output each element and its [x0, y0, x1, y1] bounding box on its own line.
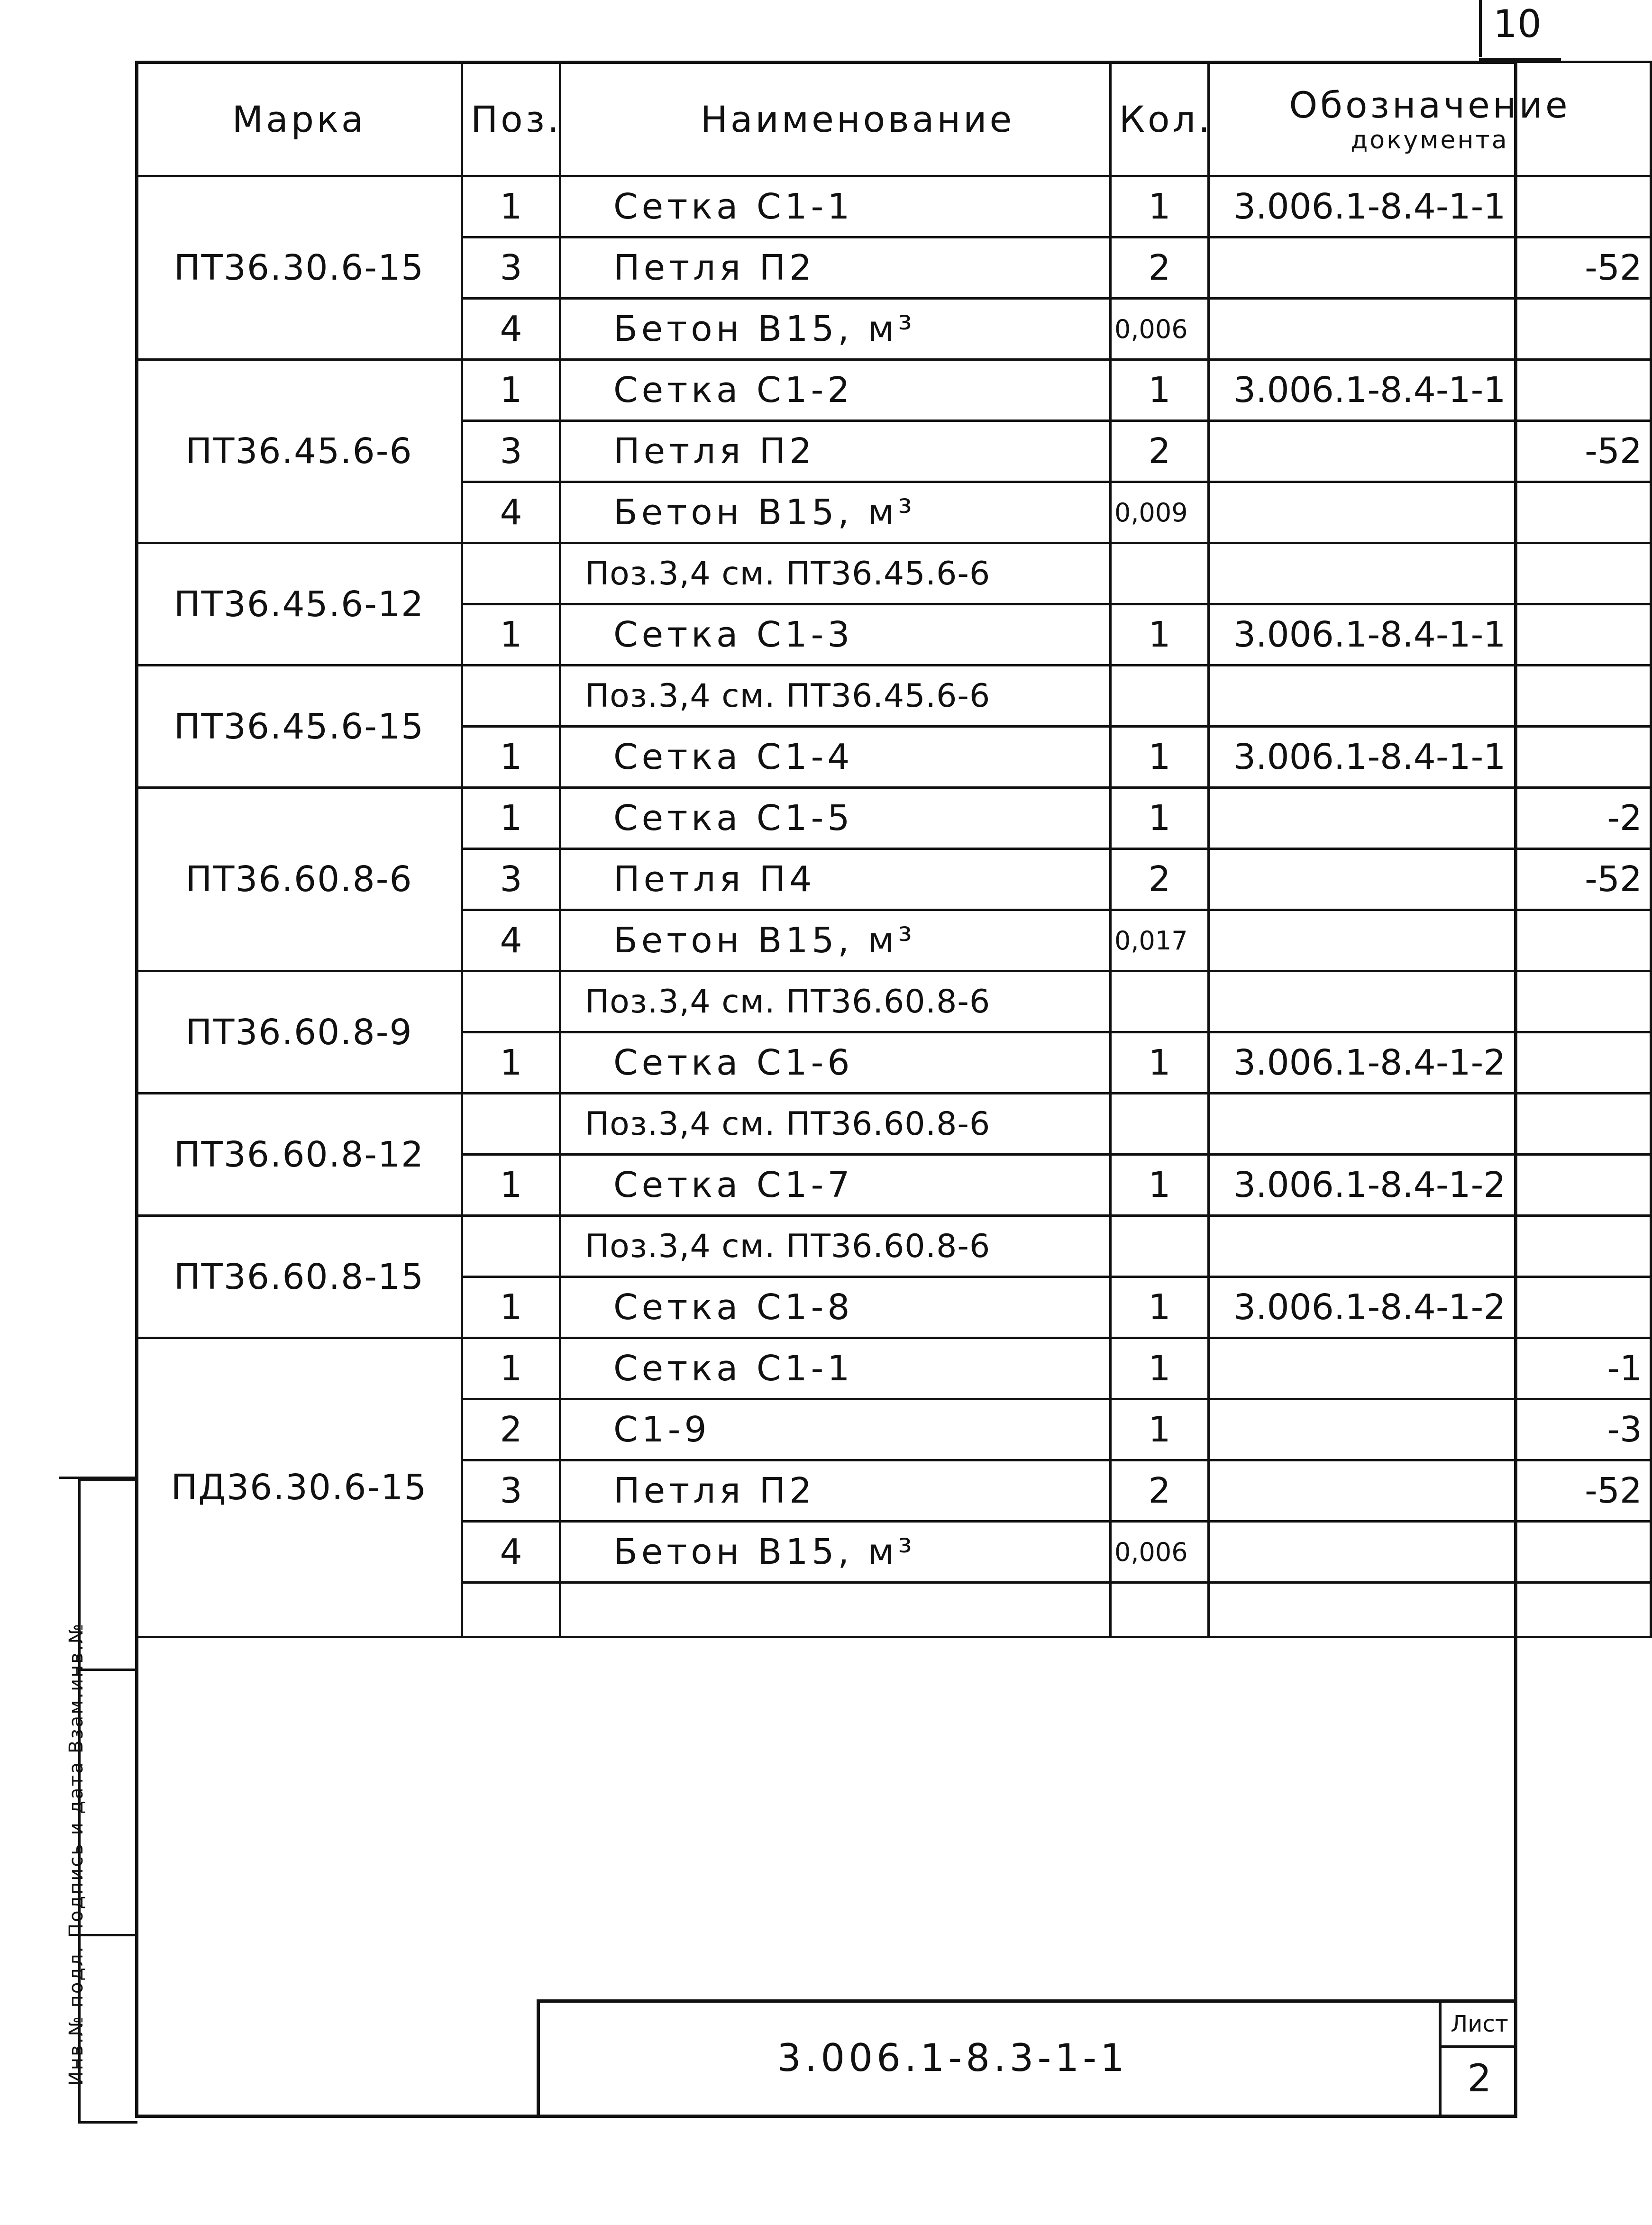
header-pos: Поз. — [462, 62, 560, 176]
table-row — [137, 176, 1651, 237]
cell-mark: ПТ36.60.8-12 — [137, 1094, 462, 1216]
cell-qty: 1 — [1111, 788, 1209, 849]
cell-pos — [462, 666, 560, 727]
cell-pos: 2 — [462, 1399, 560, 1460]
document-code: 3.006.1-8.3-1-1 — [777, 2036, 1128, 2080]
cell-qty — [1111, 1583, 1209, 1637]
cell-pos — [462, 971, 560, 1032]
cell-qty: 1 — [1111, 1032, 1209, 1094]
cell-pos: 1 — [462, 1032, 560, 1094]
cell-qty — [1111, 543, 1209, 604]
cell-pos: 3 — [462, 237, 560, 299]
cell-mark: ПТ36.45.6-12 — [137, 543, 462, 666]
cell-qty: 1 — [1111, 1338, 1209, 1399]
cell-name: Поз.3,4 см. ПТ36.60.8-6 — [560, 971, 1111, 1032]
cell-qty: 0,009 — [1111, 482, 1209, 543]
cell-name: Сетка С1-7 — [560, 1155, 1111, 1216]
cell-qty: 0,017 — [1111, 910, 1209, 971]
cell-doc: 3.006.1-8.4-1-1 — [1209, 360, 1651, 421]
cell-qty: 1 — [1111, 604, 1209, 666]
cell-doc: -2 — [1209, 788, 1651, 849]
cell-doc: -52 — [1209, 849, 1651, 910]
cell-pos: 4 — [462, 910, 560, 971]
cell-qty — [1111, 1094, 1209, 1155]
cell-name: Поз.3,4 см. ПТ36.45.6-6 — [560, 543, 1111, 604]
cell-name: Сетка С1-5 — [560, 788, 1111, 849]
cell-doc — [1209, 1583, 1651, 1637]
cell-doc — [1209, 1216, 1651, 1277]
table-row — [137, 971, 1651, 1032]
header-doc-title: Обозначение — [1289, 83, 1570, 126]
cell-pos: 1 — [462, 727, 560, 788]
specification-body — [137, 176, 1651, 1637]
cell-qty: 2 — [1111, 421, 1209, 482]
cell-qty: 1 — [1111, 360, 1209, 421]
cell-qty — [1111, 666, 1209, 727]
cell-doc — [1209, 1094, 1651, 1155]
header-name: Наименование — [560, 62, 1111, 176]
cell-doc — [1209, 910, 1651, 971]
cell-doc: 3.006.1-8.4-1-2 — [1209, 1155, 1651, 1216]
cell-doc — [1209, 543, 1651, 604]
cell-qty: 2 — [1111, 1460, 1209, 1522]
header-mark: Марка — [137, 62, 462, 176]
cell-doc: 3.006.1-8.4-1-1 — [1209, 176, 1651, 237]
cell-name: Поз.3,4 см. ПТ36.60.8-6 — [560, 1216, 1111, 1277]
cell-pos: 1 — [462, 1338, 560, 1399]
cell-qty: 1 — [1111, 176, 1209, 237]
title-block — [537, 1999, 1517, 2118]
cell-doc: -1 — [1209, 1338, 1651, 1399]
cell-name: Сетка С1-6 — [560, 1032, 1111, 1094]
cell-pos — [462, 1216, 560, 1277]
cell-pos: 1 — [462, 604, 560, 666]
cell-pos: 4 — [462, 1522, 560, 1583]
cell-name: Сетка С1-1 — [560, 1338, 1111, 1399]
cell-name: Сетка С1-3 — [560, 604, 1111, 666]
cell-doc: 3.006.1-8.4-1-1 — [1209, 604, 1651, 666]
table-row — [137, 788, 1651, 849]
cell-qty: 0,006 — [1111, 1522, 1209, 1583]
cell-name: Петля П2 — [560, 237, 1111, 299]
cell-name — [560, 1583, 1111, 1637]
cell-doc — [1209, 666, 1651, 727]
cell-doc: 3.006.1-8.4-1-1 — [1209, 727, 1651, 788]
cell-pos: 3 — [462, 1460, 560, 1522]
cell-doc: 3.006.1-8.4-1-2 — [1209, 1277, 1651, 1338]
cell-qty: 1 — [1111, 1155, 1209, 1216]
cell-pos — [462, 1094, 560, 1155]
header-doc-subtitle: документа — [1351, 126, 1509, 155]
cell-name: Петля П2 — [560, 421, 1111, 482]
cell-pos: 1 — [462, 1155, 560, 1216]
cell-name: Сетка С1-1 — [560, 176, 1111, 237]
cell-pos: 1 — [462, 788, 560, 849]
cell-name: Петля П2 — [560, 1460, 1111, 1522]
cell-qty: 2 — [1111, 849, 1209, 910]
cell-mark: ПТ36.30.6-15 — [137, 176, 462, 360]
cell-doc — [1209, 482, 1651, 543]
cell-pos: 4 — [462, 299, 560, 360]
table-row — [137, 666, 1651, 727]
side-stamp-label: Инв.№ подл. Подпись и дата Взам.инв.№ — [65, 1622, 87, 2086]
cell-qty: 2 — [1111, 237, 1209, 299]
cell-mark: ПТ36.45.6-6 — [137, 360, 462, 543]
cell-name: С1-9 — [560, 1399, 1111, 1460]
cell-name: Бетон В15, м³ — [560, 299, 1111, 360]
cell-mark: ПТ36.45.6-15 — [137, 666, 462, 788]
cell-qty — [1111, 971, 1209, 1032]
sheet-number-rule — [1479, 0, 1482, 57]
cell-name: Поз.3,4 см. ПТ36.60.8-6 — [560, 1094, 1111, 1155]
cell-name: Петля П4 — [560, 849, 1111, 910]
cell-doc: -52 — [1209, 237, 1651, 299]
cell-qty: 1 — [1111, 727, 1209, 788]
sheet-number: 10 — [1493, 2, 1542, 46]
cell-pos: 1 — [462, 1277, 560, 1338]
cell-qty: 0,006 — [1111, 299, 1209, 360]
cell-pos — [462, 543, 560, 604]
cell-doc: 3.006.1-8.4-1-2 — [1209, 1032, 1651, 1094]
cell-pos: 1 — [462, 360, 560, 421]
cell-doc: -52 — [1209, 1460, 1651, 1522]
cell-mark: ПТ36.60.8-9 — [137, 971, 462, 1094]
table-row — [137, 543, 1651, 604]
cell-pos: 3 — [462, 421, 560, 482]
cell-doc: -52 — [1209, 421, 1651, 482]
cell-qty: 1 — [1111, 1399, 1209, 1460]
cell-name: Сетка С1-2 — [560, 360, 1111, 421]
table-header-row — [137, 62, 1651, 176]
cell-name: Бетон В15, м³ — [560, 482, 1111, 543]
cell-name: Бетон В15, м³ — [560, 1522, 1111, 1583]
sheet-box — [1439, 2003, 1517, 2118]
table-row — [137, 1216, 1651, 1277]
cell-pos: 3 — [462, 849, 560, 910]
cell-name: Сетка С1-8 — [560, 1277, 1111, 1338]
cell-doc: -3 — [1209, 1399, 1651, 1460]
header-qty: Кол. — [1111, 62, 1209, 176]
cell-name: Бетон В15, м³ — [560, 910, 1111, 971]
table-row — [137, 1338, 1651, 1399]
cell-doc — [1209, 1522, 1651, 1583]
cell-pos: 1 — [462, 176, 560, 237]
cell-pos — [462, 1583, 560, 1637]
sheet-label: Лист — [1442, 2003, 1517, 2048]
table-row — [137, 1094, 1651, 1155]
cell-name: Сетка С1-4 — [560, 727, 1111, 788]
cell-qty — [1111, 1216, 1209, 1277]
cell-doc — [1209, 971, 1651, 1032]
cell-doc — [1209, 299, 1651, 360]
cell-mark: ПТ36.60.8-15 — [137, 1216, 462, 1338]
cell-name: Поз.3,4 см. ПТ36.45.6-6 — [560, 666, 1111, 727]
header-doc — [1209, 62, 1651, 176]
cell-mark: ПТ36.60.8-6 — [137, 788, 462, 971]
cell-qty: 1 — [1111, 1277, 1209, 1338]
sheet-value: 2 — [1467, 2056, 1492, 2100]
cell-mark: ПД36.30.6-15 — [137, 1338, 462, 1637]
cell-pos: 4 — [462, 482, 560, 543]
specification-table — [135, 61, 1652, 1638]
table-row — [137, 360, 1651, 421]
